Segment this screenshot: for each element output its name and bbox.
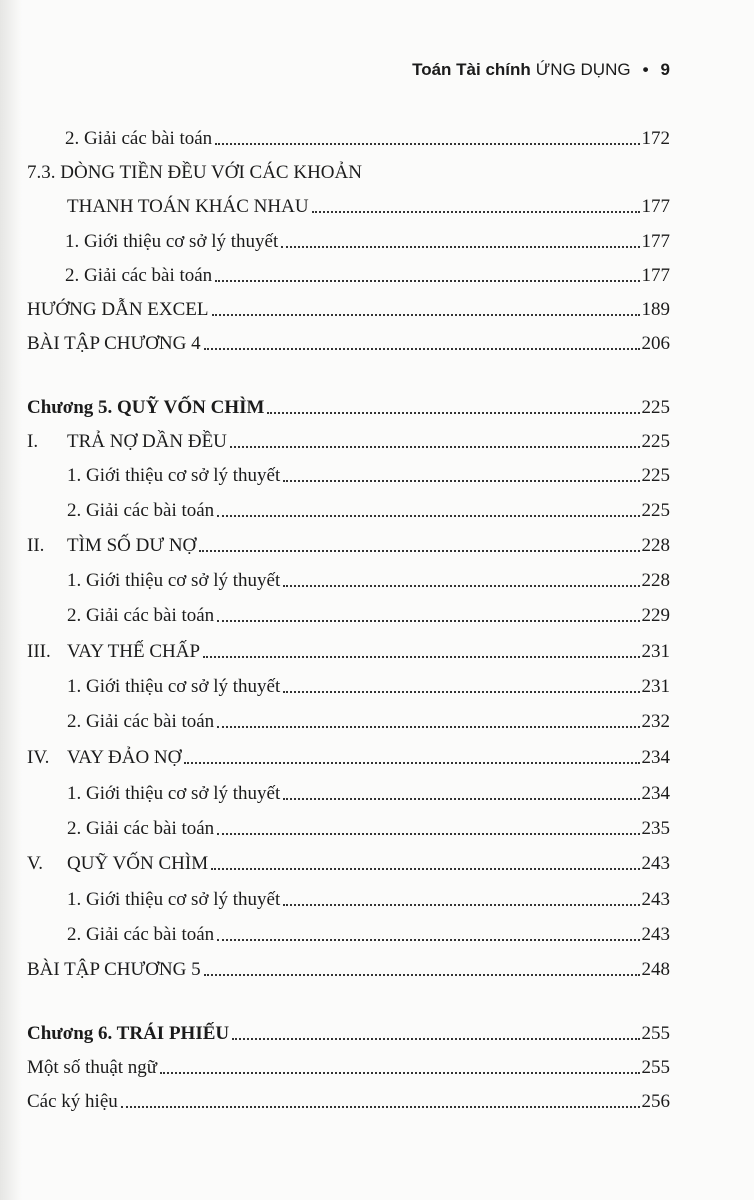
toc-roman-numeral: I. (27, 431, 39, 452)
toc-entry-page: 229 (641, 605, 670, 626)
toc-entry-label: 7.3. DÒNG TIỀN ĐỀU VỚI CÁC KHOẢN (27, 162, 362, 183)
toc-dot-leader (211, 868, 639, 870)
toc-entry-page: 255 (641, 1023, 670, 1044)
toc-chapter-entry[interactable] (27, 1015, 670, 1045)
toc-dot-leader (267, 412, 639, 414)
toc-dot-leader (283, 585, 639, 587)
toc-dot-leader (217, 726, 639, 728)
toc-section-label (27, 641, 200, 663)
toc-entry-label: 2. Giải các bài toán (67, 924, 215, 945)
toc-chapter-label: Chương 6. TRÁI PHIẾU (27, 1023, 230, 1044)
toc-dot-leader (160, 1072, 639, 1074)
toc-dot-leader (283, 691, 639, 693)
toc-entry-label: BÀI TẬP CHƯƠNG 4 (27, 333, 201, 354)
toc-entry-page: 235 (641, 818, 670, 839)
toc-dot-leader (203, 656, 639, 658)
toc-entry-page: 228 (641, 570, 670, 591)
toc-entry[interactable] (27, 951, 670, 981)
toc-entry-page: 231 (641, 676, 670, 697)
toc-entry-page: 256 (641, 1091, 670, 1112)
toc-section-entry[interactable] (27, 739, 670, 769)
toc-entry-page: 206 (641, 333, 670, 354)
toc-entry[interactable] (67, 597, 670, 627)
toc-dot-leader (217, 833, 639, 835)
toc-entry[interactable] (27, 291, 670, 321)
header-page-number: 9 (660, 60, 670, 79)
toc-section-label (27, 535, 196, 557)
toc-entry-label: BÀI TẬP CHƯƠNG 5 (27, 959, 201, 980)
toc-entry[interactable] (67, 810, 670, 840)
toc-entry[interactable] (67, 775, 670, 805)
toc-entry[interactable] (27, 154, 670, 184)
toc-entry[interactable] (65, 120, 670, 150)
toc-entry[interactable] (27, 1083, 670, 1113)
toc-dot-leader (283, 480, 639, 482)
toc-entry-label: 2. Giải các bài toán (65, 265, 213, 286)
toc-dot-leader (215, 143, 639, 145)
toc-entry-label: 2. Giải các bài toán (67, 500, 215, 521)
toc-dot-leader (217, 939, 639, 941)
toc-dot-leader (184, 762, 639, 764)
toc-entry[interactable] (67, 188, 670, 218)
toc-entry[interactable] (65, 223, 670, 253)
toc-entry[interactable] (67, 668, 670, 698)
toc-dot-leader (283, 904, 639, 906)
toc-entry-label: 1. Giới thiệu cơ sở lý thuyết (67, 889, 281, 910)
toc-dot-leader (212, 314, 640, 316)
toc-section-entry[interactable] (27, 423, 670, 453)
toc-dot-leader (217, 620, 639, 622)
toc-roman-numeral: III. (27, 641, 51, 662)
toc-dot-leader (312, 211, 640, 213)
toc-roman-numeral: IV. (27, 747, 50, 768)
toc-entry-label: 2. Giải các bài toán (67, 818, 215, 839)
toc-entry-page: 225 (641, 500, 670, 521)
toc-entry[interactable] (67, 703, 670, 733)
toc-chapter-entry[interactable] (27, 389, 670, 419)
toc-section-entry[interactable] (27, 527, 670, 557)
toc-entry-label: 1. Giới thiệu cơ sở lý thuyết (67, 465, 281, 486)
toc-entry-label: 1. Giới thiệu cơ sở lý thuyết (65, 231, 279, 252)
toc-dot-leader (217, 515, 639, 517)
toc-entry-page: 255 (641, 1057, 670, 1078)
toc-entry-page: 177 (641, 265, 670, 286)
toc-entry[interactable] (67, 916, 670, 946)
toc-section-title: VAY THẾ CHẤP (67, 641, 201, 662)
toc-entry-label: 1. Giới thiệu cơ sở lý thuyết (67, 676, 281, 697)
toc-section-entry[interactable] (27, 845, 670, 875)
toc-entry-page: 225 (641, 431, 670, 452)
toc-entry-page: 177 (641, 196, 670, 217)
toc-entry-page: 232 (641, 711, 670, 732)
toc-entry-label: 1. Giới thiệu cơ sở lý thuyết (67, 783, 281, 804)
toc-entry-label: 2. Giải các bài toán (67, 711, 215, 732)
toc-entry-label: Một số thuật ngữ (27, 1057, 158, 1078)
toc-entry-page: 243 (641, 853, 670, 874)
toc-entry[interactable] (27, 325, 670, 355)
toc-dot-leader (232, 1038, 639, 1040)
toc-section-title: TRẢ NỢ DẦN ĐỀU (67, 431, 227, 452)
toc-dot-leader (199, 550, 639, 552)
toc-entry-page: 225 (641, 397, 670, 418)
toc-dot-leader (230, 446, 640, 448)
toc-entry-label: 2. Giải các bài toán (65, 128, 213, 149)
toc-section-label (27, 747, 181, 769)
header-separator: • (642, 60, 649, 79)
toc-section-title: VAY ĐẢO NỢ (67, 747, 182, 768)
toc-entry-page: 243 (641, 924, 670, 945)
toc-chapter-label: Chương 5. QUỸ VỐN CHÌM (27, 397, 265, 418)
toc-entry-page: 243 (641, 889, 670, 910)
toc-entry-label: 2. Giải các bài toán (67, 605, 215, 626)
toc-entry-label: THANH TOÁN KHÁC NHAU (67, 196, 309, 217)
toc-entry[interactable] (27, 1049, 670, 1079)
toc-entry[interactable] (67, 492, 670, 522)
toc-dot-leader (283, 798, 639, 800)
toc-entry-page: 177 (641, 231, 670, 252)
toc-entry[interactable] (67, 562, 670, 592)
toc-dot-leader (204, 974, 640, 976)
toc-roman-numeral: V. (27, 853, 44, 874)
toc-entry-page: 172 (641, 128, 670, 149)
toc-entry-label: HƯỚNG DẪN EXCEL (27, 299, 209, 320)
toc-dot-leader (281, 246, 639, 248)
toc-entry[interactable] (67, 457, 670, 487)
toc-section-entry[interactable] (27, 633, 670, 663)
header-title-rest: ỨNG DỤNG (535, 60, 631, 79)
toc-entry[interactable] (65, 257, 670, 287)
toc-entry-page: 234 (641, 747, 670, 768)
toc-entry-page: 189 (641, 299, 670, 320)
toc-section-title: TÌM SỐ DƯ NỢ (67, 535, 197, 556)
toc-entry[interactable] (67, 881, 670, 911)
toc-entry-label: 1. Giới thiệu cơ sở lý thuyết (67, 570, 281, 591)
toc-section-label (27, 853, 208, 875)
toc-entry-page: 248 (641, 959, 670, 980)
header-title-bold: Toán Tài chính (412, 60, 531, 79)
toc-entry-page: 225 (641, 465, 670, 486)
toc-entry-page: 228 (641, 535, 670, 556)
toc-roman-numeral: II. (27, 535, 45, 556)
toc-entry-page: 231 (641, 641, 670, 662)
toc-dot-leader (215, 280, 639, 282)
toc-section-title: QUỸ VỐN CHÌM (67, 853, 209, 874)
toc-entry-page: 234 (641, 783, 670, 804)
toc-dot-leader (204, 348, 640, 350)
toc-dot-leader (121, 1106, 640, 1108)
toc-section-label (27, 431, 227, 453)
toc-entry-label: Các ký hiệu (27, 1091, 118, 1112)
